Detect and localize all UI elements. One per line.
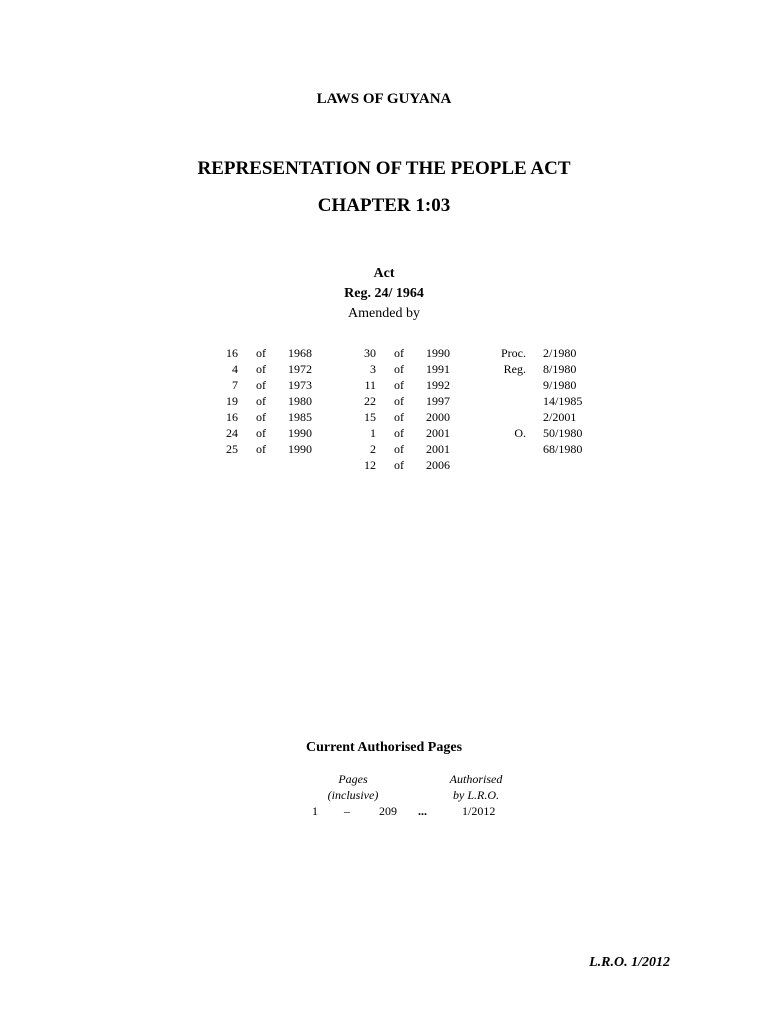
amendment-row: [208, 377, 328, 393]
amendment-value: 14/1985: [543, 394, 583, 408]
authorised-header: Authorised: [449, 772, 503, 786]
amendment-year: 1991: [426, 362, 450, 376]
amendments-column-a: [208, 345, 328, 457]
laws-heading: LAWS OF GUYANA: [316, 91, 452, 107]
amendment-row: [208, 441, 328, 457]
amendment-year: 1992: [426, 378, 450, 392]
chapter-heading: CHAPTER 1:03: [317, 195, 451, 216]
amendment-of: of: [256, 346, 266, 360]
amendment-of: of: [394, 426, 404, 440]
amendment-year: 1990: [288, 442, 312, 456]
amendment-number: 4: [232, 362, 238, 376]
amendments-column-c: [486, 345, 596, 457]
amendment-year: 1980: [288, 394, 312, 408]
pages-authorised: 1/2012: [462, 804, 496, 818]
amendment-number: 2: [370, 442, 376, 456]
pages-from: 1: [312, 804, 318, 818]
amendment-year: 2001: [426, 442, 450, 456]
amendment-year: 2006: [426, 458, 450, 472]
amendment-of: of: [256, 442, 266, 456]
amendment-number: 11: [364, 378, 376, 392]
amendment-value: 8/1980: [543, 362, 577, 376]
amendment-row: [346, 345, 466, 361]
pages-dash: –: [344, 804, 350, 818]
amendment-number: 12: [364, 458, 376, 472]
amendment-row: [486, 393, 596, 409]
amendment-number: 7: [232, 378, 238, 392]
amendment-of: of: [394, 378, 404, 392]
amendment-year: 1990: [426, 346, 450, 360]
amendment-row: [346, 393, 466, 409]
amendment-of: of: [394, 410, 404, 424]
pages-header-inclusive: (inclusive): [327, 788, 379, 802]
amendment-row: [346, 425, 466, 441]
amendment-row: [346, 457, 466, 473]
amendment-type-label: O.: [514, 426, 526, 440]
amendment-number: 30: [364, 346, 376, 360]
amendment-of: of: [256, 426, 266, 440]
amendment-value: 2/1980: [543, 346, 577, 360]
amendment-year: 1990: [288, 426, 312, 440]
amendment-number: 15: [364, 410, 376, 424]
amendment-row: [208, 361, 328, 377]
act-label: Act: [373, 266, 395, 281]
amendment-value: 2/2001: [543, 410, 577, 424]
amendment-of: of: [256, 378, 266, 392]
amendment-row: [486, 441, 596, 457]
amendment-year: 1997: [426, 394, 450, 408]
amendment-value: 9/1980: [543, 378, 577, 392]
amendment-row: [346, 361, 466, 377]
amendment-number: 16: [226, 410, 238, 424]
amendment-type-label: Proc.: [501, 346, 526, 360]
act-title: REPRESENTATION OF THE PEOPLE ACT: [197, 158, 571, 179]
pages-row: [310, 803, 510, 819]
amendment-row: [486, 361, 596, 377]
amendment-row: [208, 393, 328, 409]
amendment-type-label: Reg.: [503, 362, 526, 376]
amendment-number: 19: [226, 394, 238, 408]
pages-header: Pages: [338, 772, 368, 786]
amendment-number: 22: [364, 394, 376, 408]
amendment-row: [486, 425, 596, 441]
amendment-row: [208, 425, 328, 441]
amendment-of: of: [256, 362, 266, 376]
amendment-row: [208, 409, 328, 425]
amendment-row: [346, 409, 466, 425]
amendment-year: 1985: [288, 410, 312, 424]
amendment-of: of: [394, 362, 404, 376]
amendments-column-b: [346, 345, 466, 473]
amendment-of: of: [256, 394, 266, 408]
amendment-year: 1972: [288, 362, 312, 376]
amendment-number: 16: [226, 346, 238, 360]
amendment-row: [208, 345, 328, 361]
amendment-row: [486, 377, 596, 393]
amendment-year: 2001: [426, 426, 450, 440]
amendment-of: of: [394, 394, 404, 408]
amendment-of: of: [394, 442, 404, 456]
amendment-year: 2000: [426, 410, 450, 424]
amendment-number: 25: [226, 442, 238, 456]
authorised-by-header: by L.R.O.: [453, 788, 499, 802]
amendment-number: 1: [370, 426, 376, 440]
amendment-of: of: [394, 346, 404, 360]
amendment-year: 1968: [288, 346, 312, 360]
amendment-year: 1973: [288, 378, 312, 392]
amended-by-label: Amended by: [348, 306, 420, 321]
amendment-of: of: [256, 410, 266, 424]
amendment-row: [346, 441, 466, 457]
amendment-row: [346, 377, 466, 393]
reg-label: Reg. 24/ 1964: [344, 286, 424, 301]
amendment-number: 3: [370, 362, 376, 376]
amendment-row: [486, 345, 596, 361]
amendment-number: 24: [226, 426, 238, 440]
footer-lro: L.R.O. 1/2012: [589, 955, 670, 970]
pages-dots: ...: [418, 804, 427, 818]
amendment-of: of: [394, 458, 404, 472]
amendment-value: 50/1980: [543, 426, 583, 440]
current-authorised-pages-title: Current Authorised Pages: [305, 740, 463, 755]
pages-to: 209: [379, 804, 397, 818]
amendment-value: 68/1980: [543, 442, 583, 456]
amendment-row: [486, 409, 596, 425]
